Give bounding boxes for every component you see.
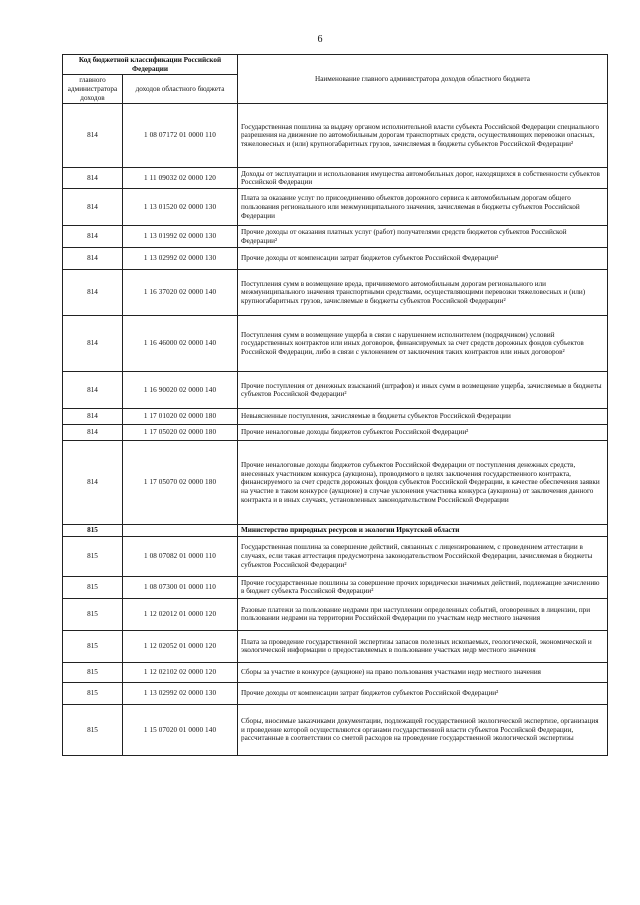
income-code-cell: 1 16 37020 02 0000 140	[123, 270, 238, 316]
table-row	[63, 682, 608, 704]
admin-code-cell: 814	[63, 409, 123, 425]
admin-code-cell: 815	[63, 630, 123, 662]
admin-code-cell: 815	[63, 682, 123, 704]
income-name-cell: Поступления сумм в возмещение ущерба в связи с нарушением исполнителем (подрядчиком) условий государственных контрактов или иных договоров, финансируемых за счет средств дорожных фондов субъектов Российской Федерации, либо в связи с уклонением от заключения таких контрактов или иных договоров²	[238, 316, 608, 372]
income-code-cell: 1 11 09032 02 0000 120	[123, 168, 238, 189]
income-name-cell: Плата за оказание услуг по присоединению объектов дорожного сервиса к автомобильным дорогам общего пользования регионального или межмуниципального значения, зачисляемая в бюджеты субъектов Российской Федерации	[238, 189, 608, 226]
income-code-cell: 1 12 02102 02 0000 120	[123, 662, 238, 682]
table-row	[63, 372, 608, 409]
income-name-cell: Разовые платежи за пользование недрами при наступлении определенных событий, оговоренных в лицензии, при пользовании недрами на территории Российской Федерации по участкам недр местного значения	[238, 598, 608, 630]
admin-code-cell: 814	[63, 425, 123, 441]
admin-code-cell: 814	[63, 270, 123, 316]
admin-code-cell: 814	[63, 168, 123, 189]
income-code-cell: 1 12 02012 01 0000 120	[123, 598, 238, 630]
income-code-cell: 1 17 05020 02 0000 180	[123, 425, 238, 441]
table-row	[63, 536, 608, 576]
admin-code-cell: 815	[63, 536, 123, 576]
income-name-cell: Прочие доходы от компенсации затрат бюджетов субъектов Российской Федерации²	[238, 682, 608, 704]
admin-code-cell: 815	[63, 704, 123, 755]
income-name-cell: Прочие поступления от денежных взысканий (штрафов) и иных сумм в возмещение ущерба, зачисляемые в бюджеты субъектов Российской Федерации²	[238, 372, 608, 409]
income-code-cell: 1 17 05070 02 0000 180	[123, 441, 238, 525]
income-code-cell: 1 15 07020 01 0000 140	[123, 704, 238, 755]
table-row	[63, 248, 608, 270]
budget-classification-table	[62, 54, 608, 756]
income-code-cell: 1 08 07082 01 0000 110	[123, 536, 238, 576]
page-number: 6	[317, 34, 323, 45]
income-code-cell: 1 13 01992 02 0000 130	[123, 226, 238, 248]
income-name-cell: Сборы за участие в конкурсе (аукционе) на право пользования участками недр местного значения	[238, 662, 608, 682]
table-row	[63, 630, 608, 662]
table-row	[63, 316, 608, 372]
income-name-cell: Сборы, вносимые заказчиками документации, подлежащей государственной экологической экспертизе, организация и проведение которой осуществляются органами государственной власти субъектов Российской Федерации, рассчитанные в соответствии со сметой расходов на проведение государственной экологической экспертизы	[238, 704, 608, 755]
admin-code-cell: 814	[63, 104, 123, 168]
income-code-cell: 1 16 46000 02 0000 140	[123, 316, 238, 372]
admin-code-cell: 815	[63, 662, 123, 682]
income-name-cell: Доходы от эксплуатации и использования имущества автомобильных дорог, находящихся в собственности субъектов Российской Федерации	[238, 168, 608, 189]
income-name-cell: Прочие неналоговые доходы бюджетов субъектов Российской Федерации от поступления денежных средств, внесенных участником конкурса (аукциона), проводимого в целях заключения государственного контракта, финансируемого за счет средств дорожных фондов субъектов Российской Федерации, в качестве обеспечения заявки на участие в таком конкурсе (аукционе) в случае уклонения участника конкурса (аукциона) от заключения данного контракта и в иных случаях, установленных законодательством Российской Федерации	[238, 441, 608, 525]
income-name-cell: Прочие неналоговые доходы бюджетов субъектов Российской Федерации²	[238, 425, 608, 441]
table-row	[63, 441, 608, 525]
income-code-cell: 1 13 01520 02 0000 130	[123, 189, 238, 226]
table-row	[63, 168, 608, 189]
table-row	[63, 226, 608, 248]
income-name-cell: Государственная пошлина за совершение действий, связанных с лицензированием, с проведением аттестации в случаях, если такая аттестация предусмотрена законодательством Российской Федерации, зачисляемая в бюджеты субъектов Российской Федерации²	[238, 536, 608, 576]
income-code-cell: 1 13 02992 02 0000 130	[123, 248, 238, 270]
admin-code-cell: 814	[63, 226, 123, 248]
income-name-cell: Плата за проведение государственной экспертизы запасов полезных ископаемых, геологической, экономической и экологической информации о предоставляемых в пользование участках недр местного значения	[238, 630, 608, 662]
income-name-cell: Прочие государственные пошлины за совершение прочих юридически значимых действий, подлежащие зачислению в бюджет субъекта Российской Федерации²	[238, 576, 608, 598]
income-name-cell: Прочие доходы от оказания платных услуг (работ) получателями средств бюджетов субъектов Российской Федерации²	[238, 226, 608, 248]
income-code-cell: 1 16 90020 02 0000 140	[123, 372, 238, 409]
header-group-title: Код бюджетной классификации Российской Федерации	[63, 55, 238, 75]
table-row	[63, 409, 608, 425]
admin-code-cell: 815	[63, 598, 123, 630]
income-code-cell: 1 12 02052 01 0000 120	[123, 630, 238, 662]
section-row	[63, 525, 608, 537]
admin-code-cell: 814	[63, 248, 123, 270]
header-name-column: Наименование главного администратора доходов областного бюджета	[238, 55, 608, 104]
admin-code-cell: 814	[63, 189, 123, 226]
income-code-cell: 1 08 07172 01 0000 110	[123, 104, 238, 168]
header-admin-column: главного администратора доходов	[63, 75, 123, 104]
admin-code-cell: 815	[63, 525, 123, 537]
header-income-column: доходов областного бюджета	[123, 75, 238, 104]
table-row	[63, 598, 608, 630]
admin-code-cell: 815	[63, 576, 123, 598]
income-code-cell: 1 13 02992 02 0000 130	[123, 682, 238, 704]
table-row	[63, 189, 608, 226]
income-code-cell: 1 17 01020 02 0000 180	[123, 409, 238, 425]
income-name-cell: Поступления сумм в возмещение вреда, причиняемого автомобильным дорогам регионального или межмуниципального значения транспортными средствами, осуществляющими перевозки тяжеловесных и (или) крупногабаритных грузов, зачисляемые в бюджеты субъектов Российской Федерации²	[238, 270, 608, 316]
income-name-cell: Прочие доходы от компенсации затрат бюджетов субъектов Российской Федерации²	[238, 248, 608, 270]
admin-code-cell: 814	[63, 372, 123, 409]
income-name-cell: Государственная пошлина за выдачу органом исполнительной власти субъекта Российской Федерации специального разрешения на движение по автомобильным дорогам транспортных средств, осуществляющих перевозки опасных, тяжеловесных и (или) крупногабаритных грузов, зачисляемая в бюджеты субъектов Российской Федерации²	[238, 104, 608, 168]
income-code-cell: 1 08 07300 01 0000 110	[123, 576, 238, 598]
table-row	[63, 576, 608, 598]
table-row	[63, 662, 608, 682]
table-row	[63, 425, 608, 441]
income-code-cell	[123, 525, 238, 537]
income-name-cell: Невыясненные поступления, зачисляемые в бюджеты субъектов Российской Федерации	[238, 409, 608, 425]
table-row	[63, 704, 608, 755]
income-name-cell: Министерство природных ресурсов и экологии Иркутской области	[238, 525, 608, 537]
table-row	[63, 104, 608, 168]
admin-code-cell: 814	[63, 441, 123, 525]
table-row	[63, 270, 608, 316]
admin-code-cell: 814	[63, 316, 123, 372]
